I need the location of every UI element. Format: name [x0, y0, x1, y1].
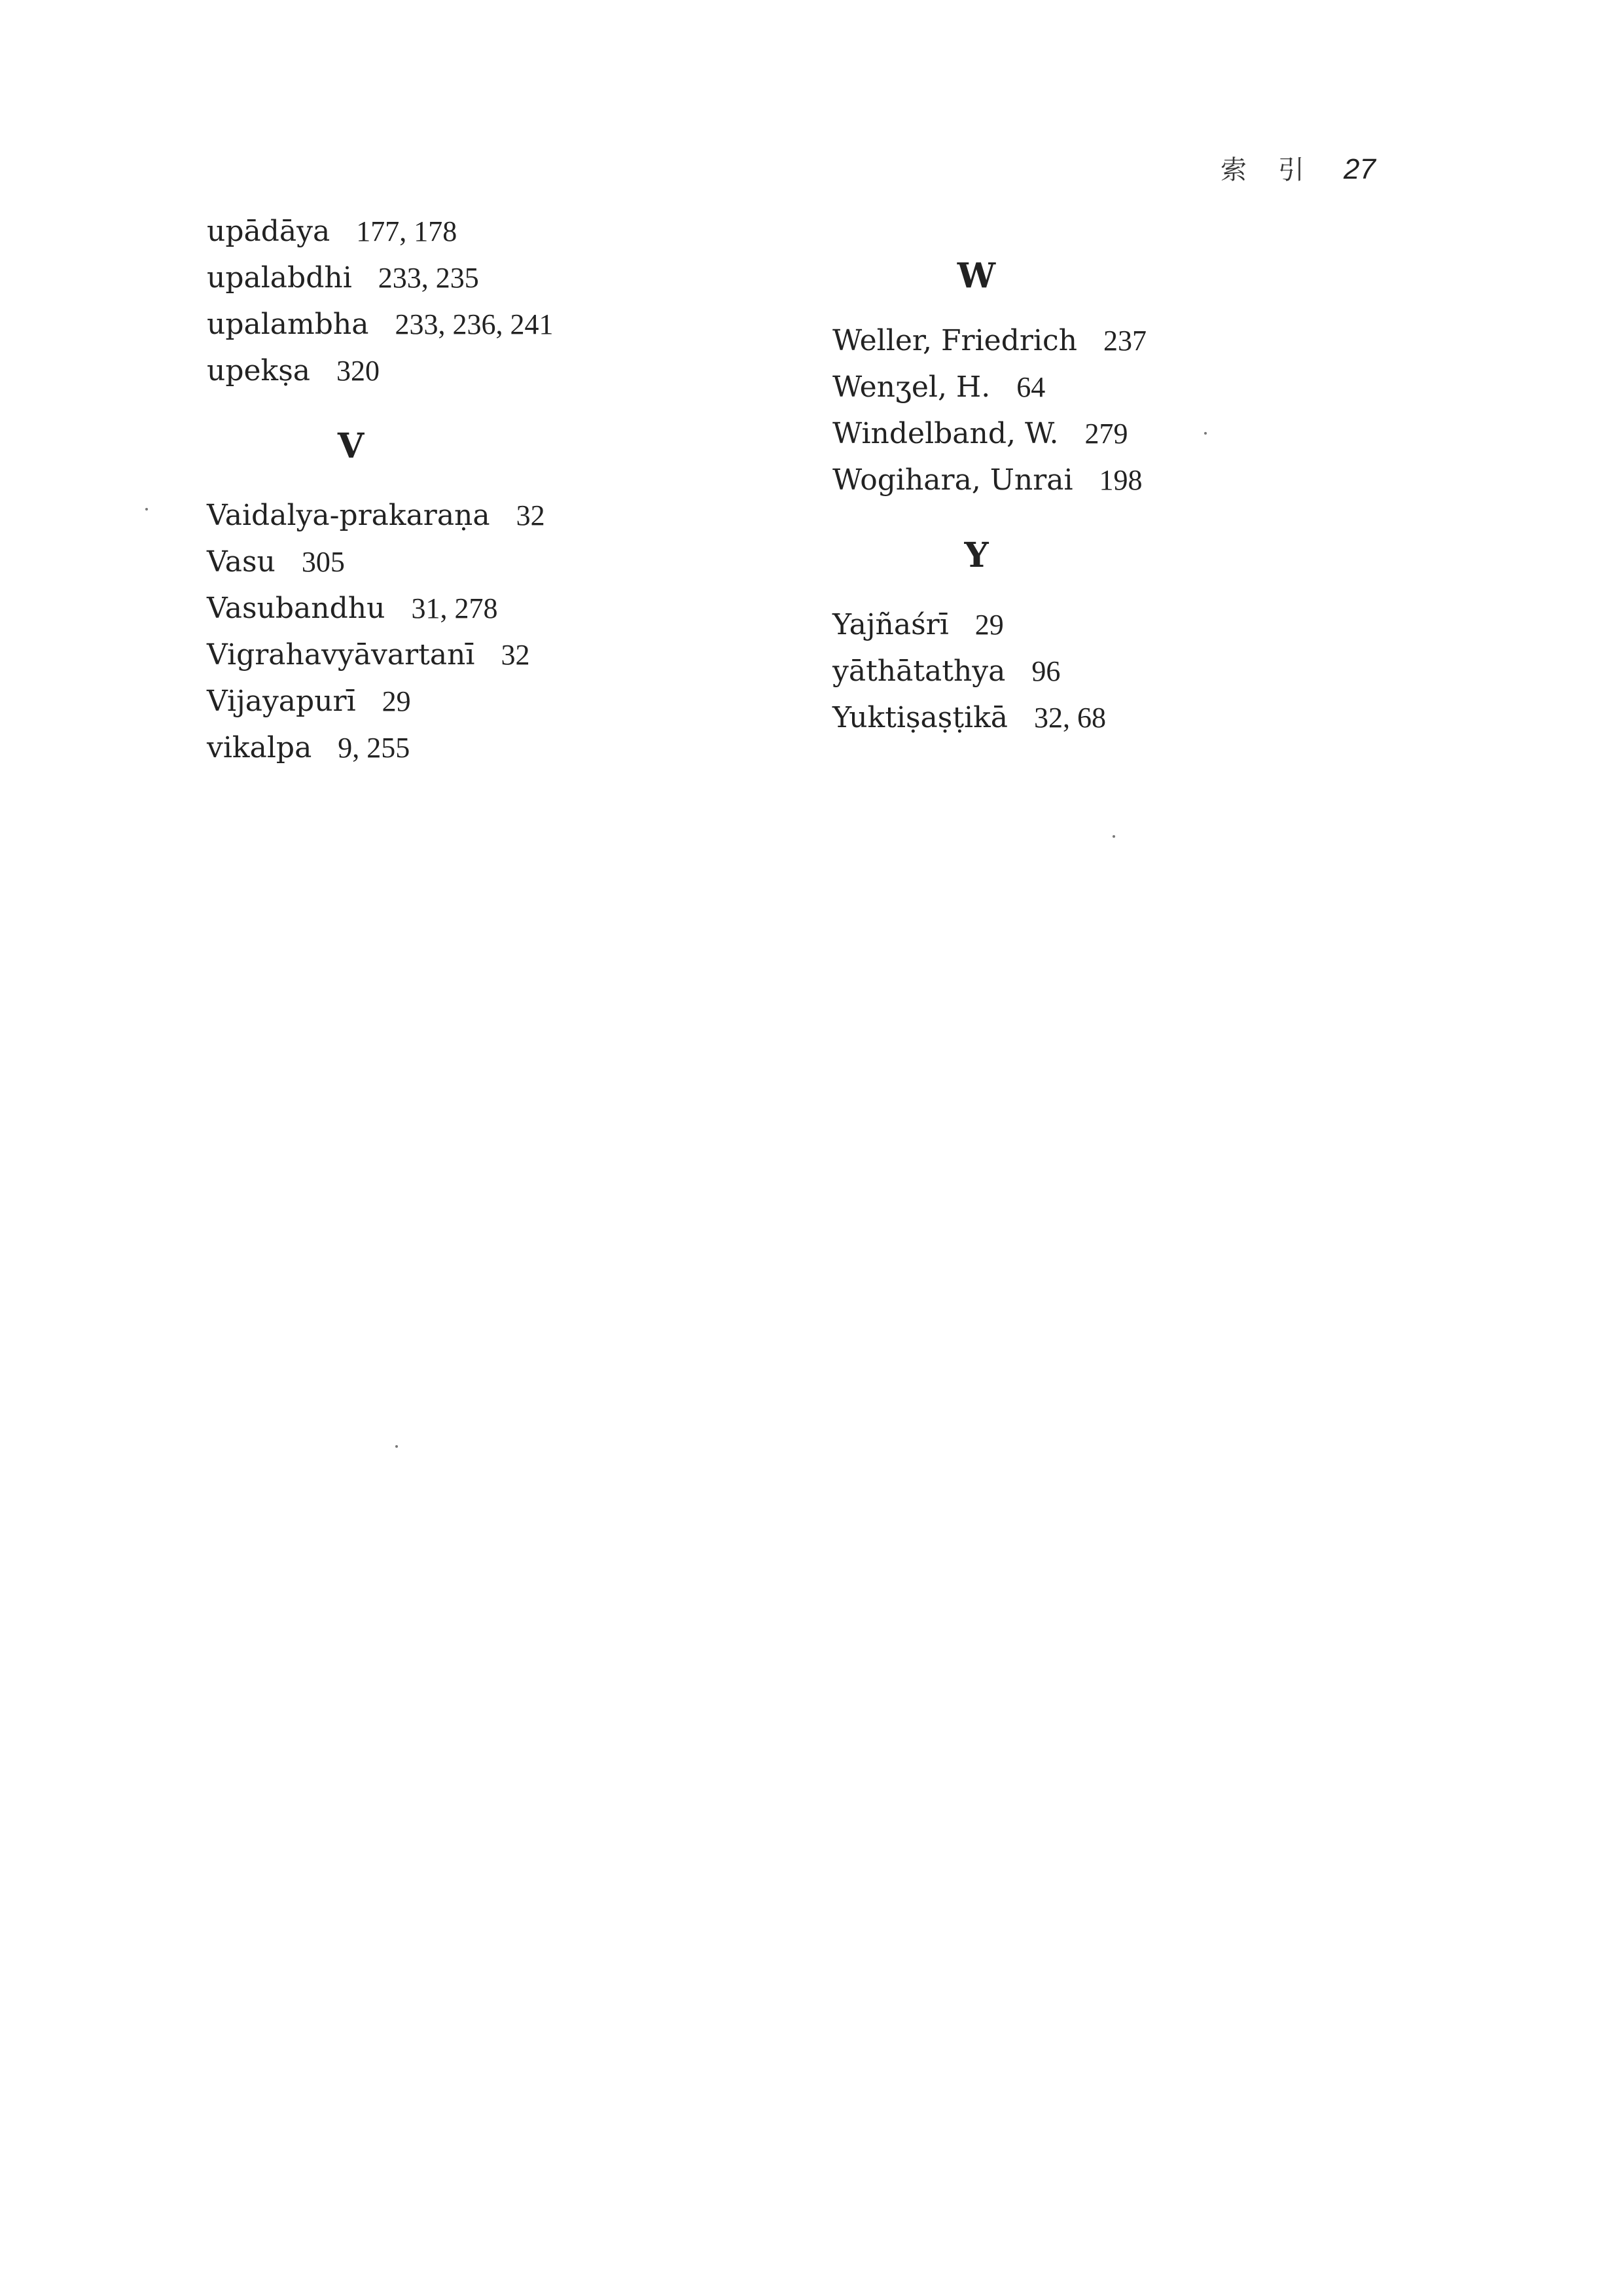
index-entry [832, 457, 1291, 503]
index-entry [832, 694, 1291, 741]
index-term: yāthātathya [832, 655, 1006, 688]
index-pages: 233, 235 [378, 262, 479, 294]
page-header [1221, 149, 1376, 187]
index-term: upalabdhi [207, 261, 352, 295]
index-column-left [207, 208, 665, 771]
index-pages: 31, 278 [411, 592, 498, 624]
index-pages: 96 [1031, 655, 1061, 687]
index-term: Yuktiṣaṣṭikā [832, 701, 1008, 734]
section-heading-y: Y [964, 535, 989, 575]
index-pages: 32 [501, 639, 530, 671]
index-entry [207, 492, 665, 539]
page-number: 27 [1344, 153, 1376, 185]
index-entry [207, 301, 665, 348]
index-entry [207, 539, 665, 585]
index-entry [832, 410, 1291, 457]
index-pages: 177, 178 [356, 215, 457, 247]
index-term: Vasu [207, 545, 276, 579]
index-entry [207, 632, 665, 678]
section-heading-w: W [957, 256, 996, 296]
index-entry [832, 364, 1291, 410]
index-pages: 233, 236, 241 [395, 308, 554, 340]
index-term: upalambha [207, 308, 369, 341]
scan-speck [145, 508, 148, 511]
index-term: Vijayapurī [207, 685, 356, 718]
scan-speck [1113, 835, 1115, 838]
index-entry [832, 648, 1291, 694]
index-entry [207, 725, 665, 771]
index-term: Wogihara, Unrai [832, 463, 1073, 497]
index-pages: 32, 68 [1034, 702, 1107, 734]
index-entry [207, 585, 665, 632]
index-pages: 237 [1103, 325, 1147, 357]
section-heading-v: V [337, 426, 365, 466]
index-term: Vigrahavyāvartanī [207, 638, 475, 672]
index-pages: 9, 255 [338, 732, 410, 764]
index-pages: 32 [516, 499, 545, 531]
index-pages: 279 [1084, 418, 1128, 450]
index-entry [207, 678, 665, 725]
index-pages: 320 [336, 355, 380, 387]
index-term: Windelband, W. [832, 417, 1059, 450]
index-entry [207, 208, 665, 255]
index-entry [207, 255, 665, 301]
index-column-right [832, 208, 1291, 741]
header-char-1: 索 [1221, 155, 1247, 185]
index-entry [832, 317, 1291, 364]
index-pages: 29 [974, 609, 1004, 641]
index-term: upekṣa [207, 354, 311, 387]
scan-speck [395, 1445, 398, 1448]
index-term: upādāya [207, 215, 330, 248]
index-term: Vasubandhu [207, 592, 385, 625]
index-term: Weller, Friedrich [832, 324, 1077, 357]
index-term: Yajñaśrī [832, 608, 949, 641]
index-term: vikalpa [207, 731, 312, 764]
index-pages: 29 [382, 685, 411, 717]
index-entry [832, 601, 1291, 648]
index-entry [207, 348, 665, 394]
index-term: Wenʒel, H. [832, 370, 991, 404]
index-term: Vaidalya-prakaraṇa [207, 499, 490, 532]
index-pages: 198 [1099, 464, 1143, 496]
index-pages: 305 [301, 546, 345, 578]
index-pages: 64 [1016, 371, 1046, 403]
scan-speck [1204, 432, 1207, 435]
header-char-2: 引 [1278, 155, 1305, 185]
